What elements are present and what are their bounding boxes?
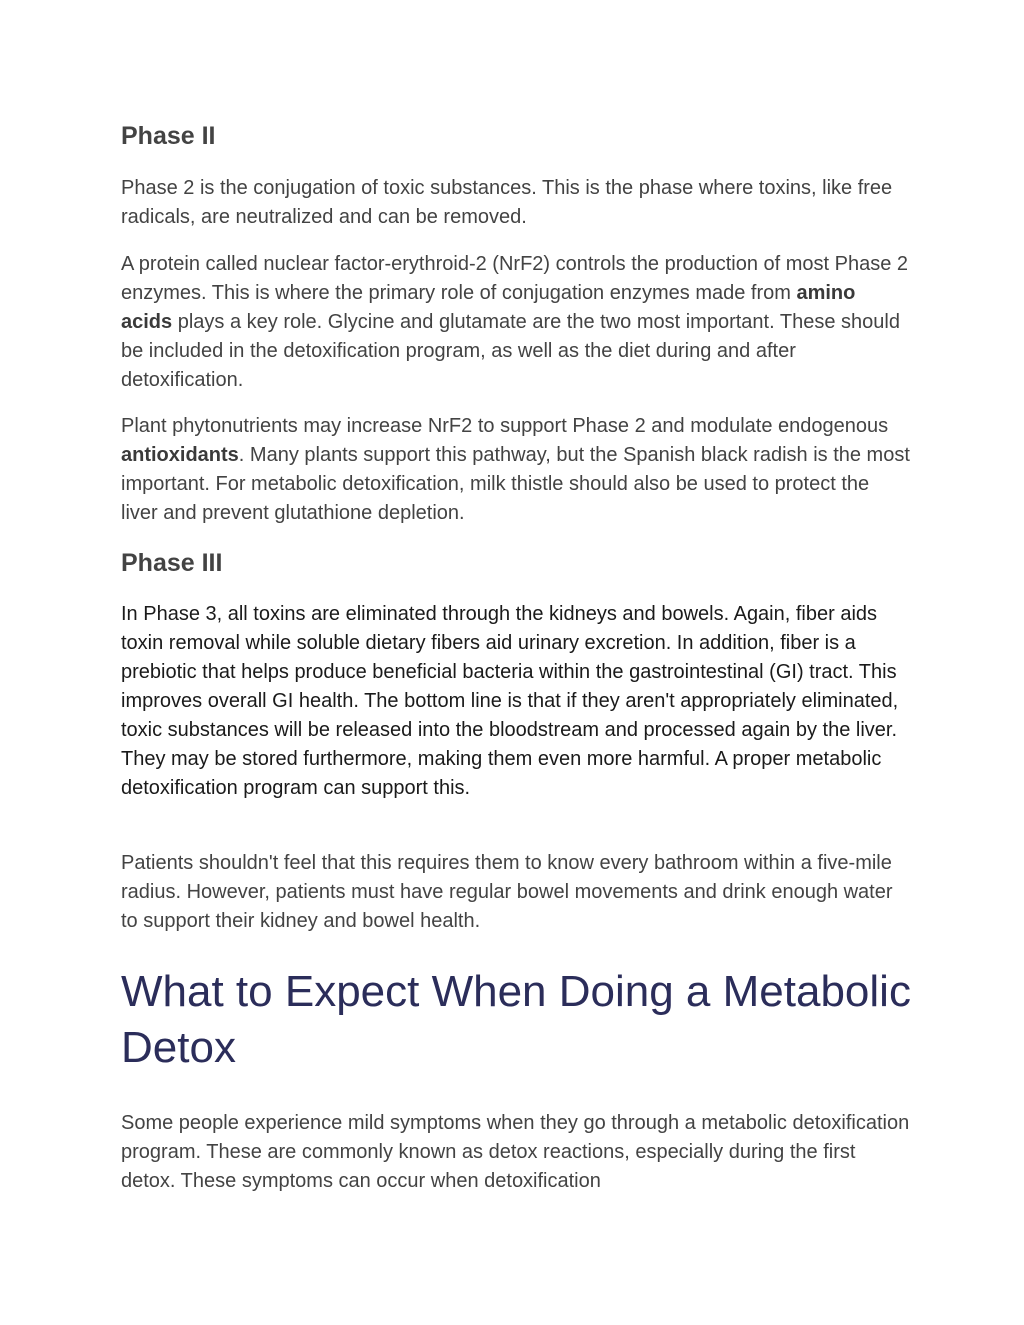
phase-2-heading: Phase II xyxy=(121,122,216,150)
phase-3-paragraph-2: Patients shouldn't feel that this requires them to know every bathroom within a five-mile radius. However, patients must have regular bowel movements and drink enough water to support their kidney and bowel health. xyxy=(121,852,893,932)
phase-2-paragraph-1: Phase 2 is the conjugation of toxic substances. This is the phase where toxins, like free radicals, are neutralized and can be removed. xyxy=(121,177,893,228)
amino-acids-term: amino acids xyxy=(121,282,856,333)
antioxidants-term: antioxidants xyxy=(121,444,239,466)
what-to-expect-heading: What to Expect When Doing a Metabolic Detox xyxy=(121,967,911,1072)
phase-3-paragraph-1: In Phase 3, all toxins are eliminated through the kidneys and bowels. Again, fiber aids toxin removal while soluble dietary fibers aid urinary excretion. In addition, fiber is a prebiotic that helps produce beneficial bacteria within the gastrointestinal (GI) tract. This improves overall GI health. The bottom line is that if they aren't appropriately eliminated, toxic substances will be released into the bloodstream and processed again by the liver. They may be stored furthermore, making them even more harmful. A proper metabolic detoxification program can support this. xyxy=(121,603,899,799)
phase-2-paragraph-3-text-b: . Many plants support this pathway, but the Spanish black radish is the most important. For metabolic detoxification, milk thistle should also be used to protect the liver and prevent glutathione depletion. xyxy=(121,444,910,524)
phase-2-paragraph-2-text-a: A protein called nuclear factor-erythroid-2 (NrF2) controls the production of most Phase 2 enzymes. This is where the primary role of conjugation enzymes made from xyxy=(121,253,909,304)
what-to-expect-paragraph-1: Some people experience mild symptoms when they go through a metabolic detoxification program. These are commonly known as detox reactions, especially during the first detox. These symptoms can occur when detoxification xyxy=(121,1112,910,1192)
phase-2-paragraph-2 xyxy=(121,250,911,395)
phase-2-paragraph-2-text-b: plays a key role. Glycine and glutamate are the two most important. These should be included in the detoxification program, as well as the diet during and after detoxification. xyxy=(121,311,900,391)
phase-2-paragraph-3-text-a: Plant phytonutrients may increase NrF2 to support Phase 2 and modulate endogenous xyxy=(121,415,889,437)
phase-3-heading: Phase III xyxy=(121,549,223,577)
phase-2-paragraph-3 xyxy=(121,412,911,528)
